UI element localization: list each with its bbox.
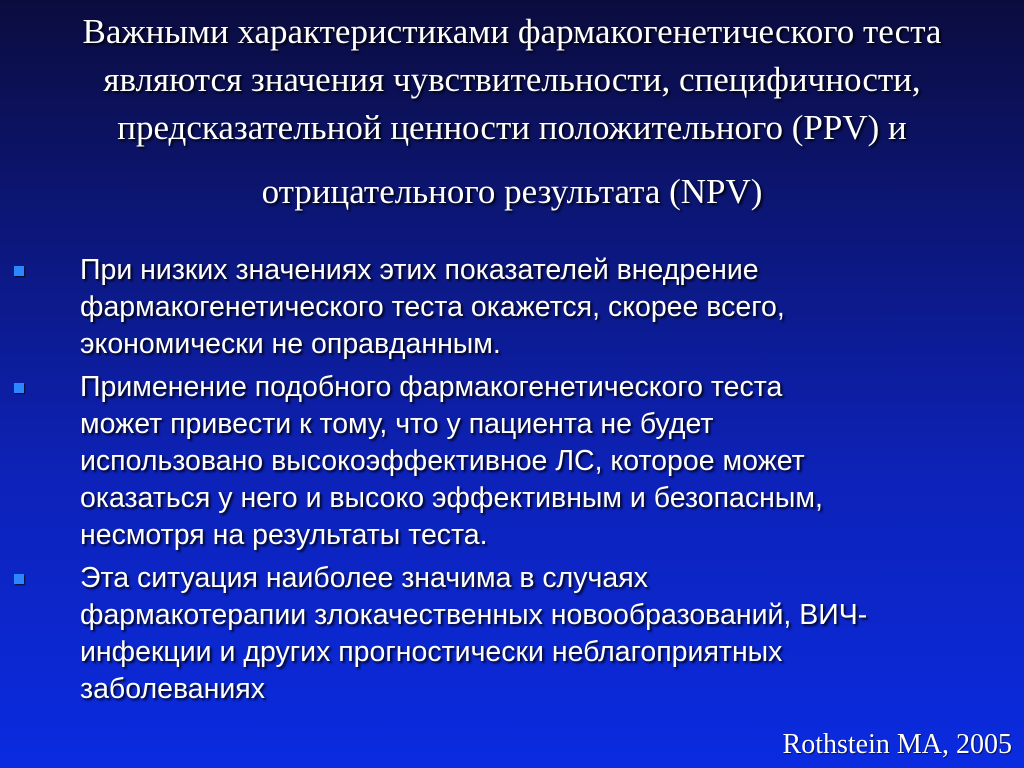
bullet-line: Применение подобного фармакогенетического теста — [80, 371, 783, 403]
bullet-line: фармакогенетического теста окажется, скорее всего, — [80, 291, 785, 323]
title-line: Важными характеристиками фармакогенетического теста — [82, 12, 942, 51]
title-line: предсказательной ценности положительного (PPV) и — [117, 108, 907, 147]
title-line: отрицательного результата (NPV) — [261, 172, 763, 211]
bullet-text — [80, 369, 1014, 554]
bullet-line: может привести к тому, что у пациента не будет — [80, 408, 714, 440]
title-line: являются значения чувствительности, специфичности, — [103, 60, 921, 99]
bullet-list — [0, 252, 1024, 714]
bullet-line: заболеваниях — [80, 673, 265, 705]
bullet-line: оказаться у него и высоко эффективным и безопасным, — [80, 482, 823, 514]
bullet-item — [0, 369, 1024, 554]
bullet-line: При низких значениях этих показателей внедрение — [80, 254, 759, 286]
square-bullet-icon — [14, 383, 24, 393]
bullet-item — [0, 252, 1024, 363]
citation: Rothstein MA, 2005 — [782, 729, 1012, 760]
square-bullet-icon — [14, 574, 24, 584]
bullet-item — [0, 560, 1024, 708]
bullet-text — [80, 560, 1014, 708]
bullet-text — [80, 252, 1014, 363]
bullet-line: Эта ситуация наиболее значима в случаях — [80, 562, 648, 594]
square-bullet-icon — [14, 266, 24, 276]
bullet-line: инфекции и других прогностически неблагоприятных — [80, 636, 783, 668]
bullet-line: использовано высокоэффективное ЛС, которое может — [80, 445, 805, 477]
slide-title — [0, 8, 1024, 216]
bullet-line: фармакотерапии злокачественных новообразований, ВИЧ- — [80, 599, 868, 631]
bullet-line: экономически не оправданным. — [80, 328, 501, 360]
bullet-line: несмотря на результаты теста. — [80, 519, 488, 551]
